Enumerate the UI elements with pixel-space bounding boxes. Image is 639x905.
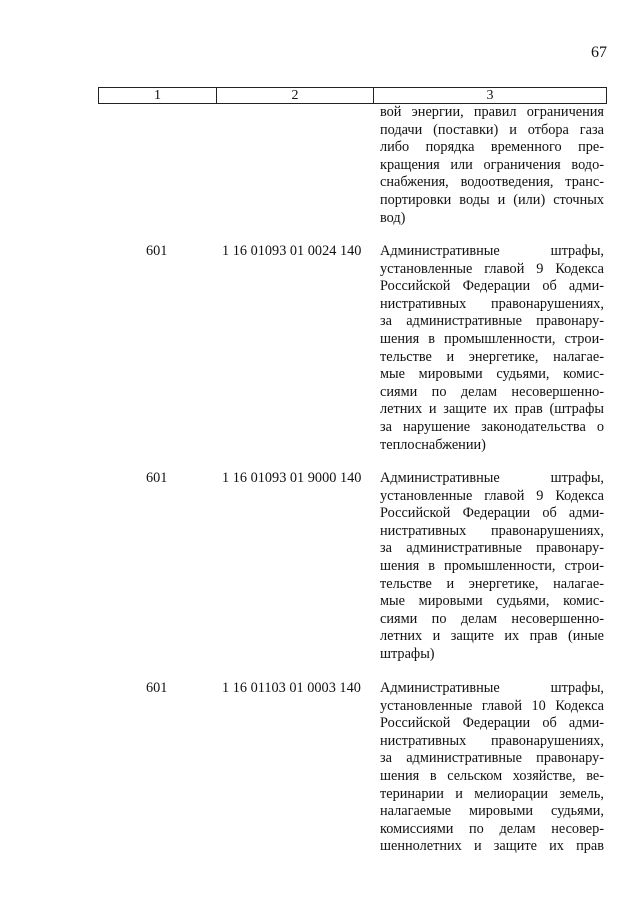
description-line: летних и защите их прав (штрафы	[380, 401, 604, 418]
description-line: шения в сельском хозяйстве, ве-	[380, 767, 604, 784]
budget-classification-code: 1 16 01103 01 0003 140	[222, 680, 361, 696]
description-line: подачи (поставки) и отбора газа	[380, 121, 604, 138]
description-line: за административные правонару-	[380, 540, 604, 557]
description-line: вой энергии, правил ограничения	[380, 104, 604, 120]
description-line: Российской Федерации об адми-	[380, 505, 604, 522]
description-line: за административные правонару-	[380, 750, 604, 767]
description-line: установленные главой 9 Кодекса	[380, 260, 604, 277]
description-line: нистративных правонарушениях,	[380, 522, 604, 539]
row-description	[380, 680, 604, 856]
description-line: летних и защите их прав (иные	[380, 628, 604, 645]
description-line: мые мировыми судьями, комис-	[380, 366, 604, 383]
description-line: шения в промышленности, строи-	[380, 330, 604, 347]
admin-code: 601	[146, 470, 168, 486]
description-line: Административные штрафы,	[380, 680, 604, 696]
description-line: шеннолетних и защите их прав	[380, 838, 604, 855]
description-line: нистративных правонарушениях,	[380, 295, 604, 312]
description-line: снабжения, водоотведения, транс-	[380, 174, 604, 191]
description-line: теплоснабжении)	[380, 436, 486, 453]
description-line: нистративных правонарушениях,	[380, 732, 604, 749]
admin-code: 601	[146, 243, 168, 259]
description-line: Российской Федерации об адми-	[380, 715, 604, 732]
description-line: за нарушение законодательства о	[380, 418, 604, 435]
budget-classification-code: 1 16 01093 01 9000 140	[222, 470, 362, 486]
description-line: Административные штрафы,	[380, 243, 604, 259]
description-line: либо порядка временного пре-	[380, 139, 604, 156]
description-line: установленные главой 10 Кодекса	[380, 697, 604, 714]
description-line: тельстве и энергетике, налагае-	[380, 575, 604, 592]
description-line: штрафы)	[380, 645, 435, 662]
row-description	[380, 470, 604, 664]
table-header	[98, 87, 607, 104]
row-description	[380, 243, 604, 454]
continuation-description	[380, 104, 604, 227]
description-line: шения в промышленности, строи-	[380, 557, 604, 574]
description-line: теринарии и мелиорации земель,	[380, 785, 604, 802]
column-header-1: 1	[154, 88, 161, 103]
description-line: кращения или ограничения водо-	[380, 156, 604, 173]
description-line: налагаемые мировыми судьями,	[380, 803, 604, 820]
description-line: портировки воды и (или) сточных	[380, 191, 604, 208]
page-number: 67	[591, 44, 607, 61]
description-line: сиями по делам несовершенно-	[380, 383, 604, 400]
column-header-2: 2	[216, 88, 373, 103]
admin-code: 601	[146, 680, 168, 696]
description-line: за административные правонару-	[380, 313, 604, 330]
description-line: комиссиями по делам несовер-	[380, 820, 604, 837]
column-header-3: 3	[373, 88, 606, 103]
description-line: мые мировыми судьями, комис-	[380, 593, 604, 610]
description-line: установленные главой 9 Кодекса	[380, 487, 604, 504]
description-line: Российской Федерации об адми-	[380, 278, 604, 295]
description-line: Административные штрафы,	[380, 470, 604, 486]
budget-classification-code: 1 16 01093 01 0024 140	[222, 243, 362, 259]
description-line: тельстве и энергетике, налагае-	[380, 348, 604, 365]
description-line: вод)	[380, 209, 406, 226]
description-line: сиями по делам несовершенно-	[380, 610, 604, 627]
